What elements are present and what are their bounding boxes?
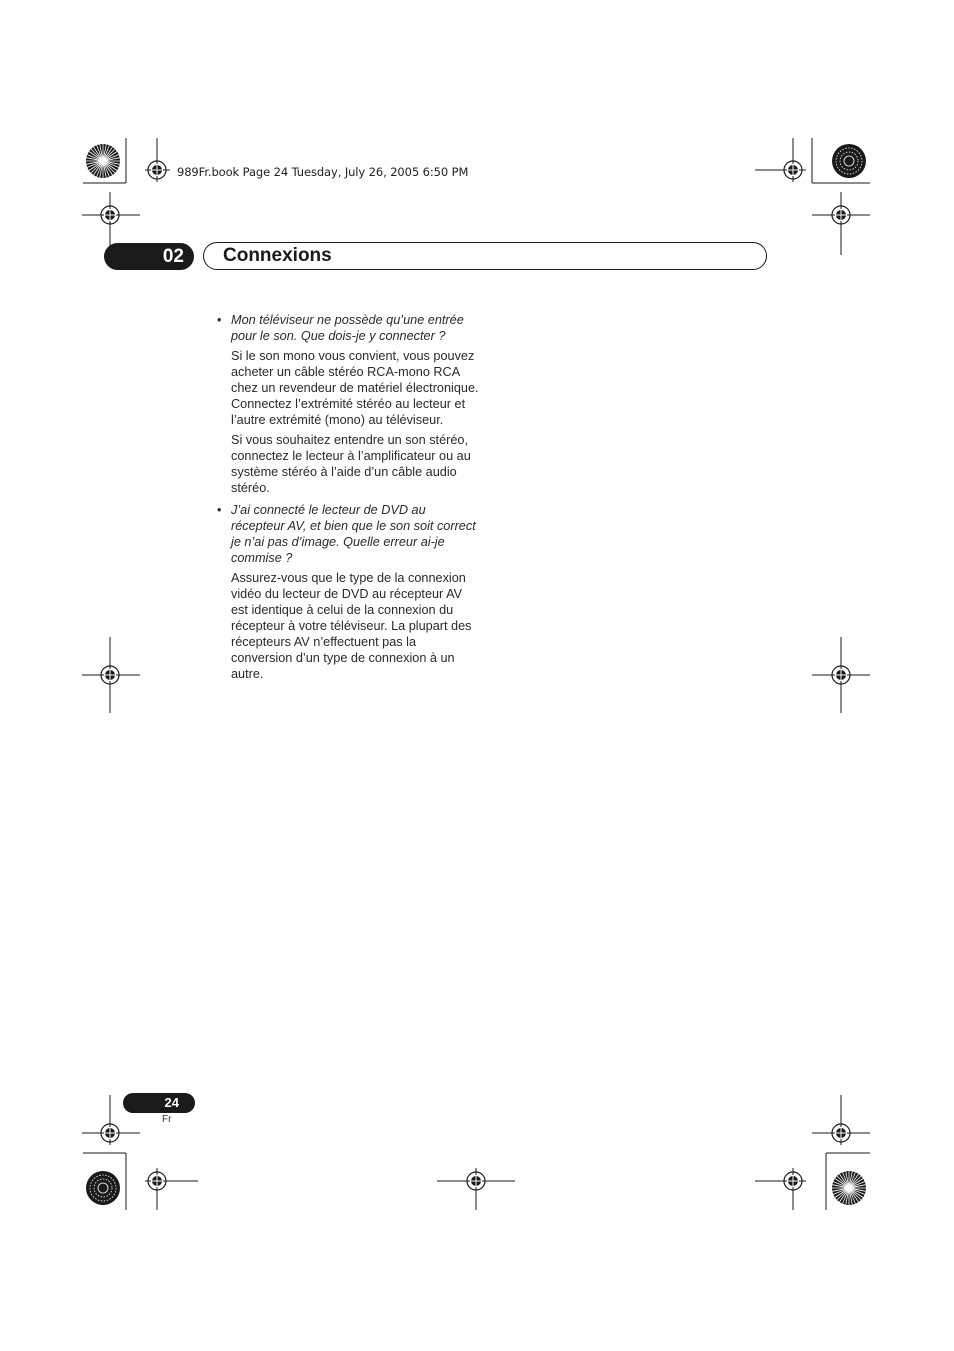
faq-content <box>217 312 479 688</box>
faq-question <box>217 312 479 344</box>
faq-item <box>217 312 479 496</box>
starburst-mark-top-left <box>86 144 120 178</box>
faq-answer: Si le son mono vous convient, vous pouvez acheter un câble stéréo RCA-mono RCA chez un revendeur de matériel électronique. Connectez l’extrémité stéréo au lecteur et l’autre extrémité (mono) au téléviseur. <box>231 349 479 427</box>
page-language-label: Fr <box>162 1114 172 1125</box>
faq-question-text: Mon téléviseur ne possède qu’une entrée pour le son. Que dois-je y connecter ? <box>231 313 464 343</box>
chapter-number-badge: 02 <box>104 243 194 270</box>
print-info-line: 989Fr.book Page 24 Tuesday, July 26, 2005 6:50 PM <box>177 165 469 179</box>
bullet-icon: • <box>217 313 222 327</box>
starburst-mark-top-right <box>832 144 866 178</box>
faq-item <box>217 502 479 682</box>
faq-question <box>217 502 479 566</box>
starburst-mark-bottom-right <box>832 1171 866 1205</box>
starburst-mark-bottom-left <box>86 1171 120 1205</box>
faq-question-text: J’ai connecté le lecteur de DVD au récepteur AV, et bien que le son soit correct je n’ai pas d’image. Quelle erreur ai-je commise ? <box>231 503 476 565</box>
chapter-title-box <box>203 242 767 270</box>
chapter-title: Connexions <box>223 245 332 266</box>
bullet-icon: • <box>217 503 222 517</box>
faq-answer: Assurez-vous que le type de la connexion vidéo du lecteur de DVD au récepteur AV est identique à celui de la connexion du récepteur à votre téléviseur. La plupart des récepteurs AV n’effectuent pas la conversion d’un type de connexion à un autre. <box>231 571 472 681</box>
faq-answer: Si vous souhaitez entendre un son stéréo, connectez le lecteur à l’amplificateur ou au système stéréo à l’aide d’un câble audio stéréo. <box>231 433 471 495</box>
page-number-badge: 24 <box>123 1093 195 1113</box>
